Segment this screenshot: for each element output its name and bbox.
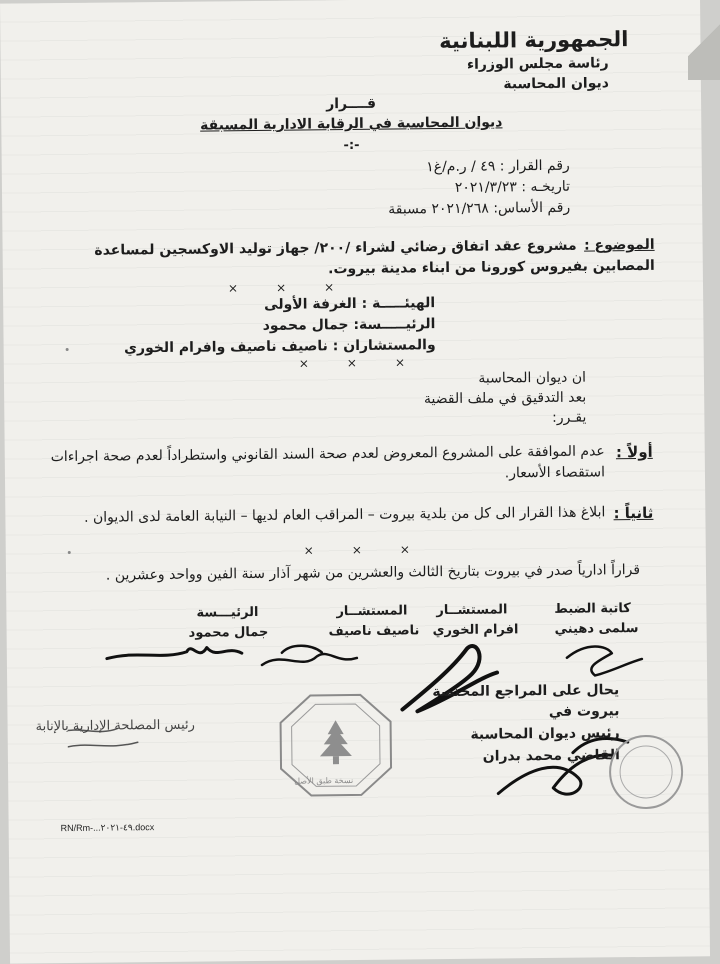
decision-subtitle: ديوان المحاسبة في الرقابة الادارية المسبقة xyxy=(200,114,503,134)
panel-advisors: والمستشاران : ناصيف ناصيف وافرام الخوري xyxy=(124,337,436,357)
cross-mark: × xyxy=(227,281,239,296)
clause-second-text: ابلاغ هذا القرار الى كل من بلدية بيروت – المراقب العام لديها – النيابة العامة لدى الديوان . xyxy=(83,504,606,526)
panel-president: الرئيـــــسة: جمال محمود xyxy=(262,316,436,334)
case-basis: رقم الأساس: ٢٠٢١/٢٦٨ مسبقة xyxy=(388,199,571,218)
presidency-line: رئاسة مجلس الوزراء xyxy=(466,55,609,73)
round-stamp-icon xyxy=(606,732,687,813)
panel-chamber: الهيئـــــة : الغرفة الأولى xyxy=(264,295,436,313)
cross-mark: × xyxy=(351,542,362,558)
decision-date: تاريخـه : ٢٠٢١/٣/٢٣ xyxy=(454,178,571,196)
margin-dot xyxy=(68,551,71,554)
cross-mark: × xyxy=(303,543,314,558)
sig-president-title: الرئيـــسة xyxy=(196,604,259,621)
panel-marks-top xyxy=(228,280,334,295)
sig-clerk-name: سلمى دهيني xyxy=(554,621,639,637)
closing-statement: قراراً ادارياً صدر في بيروت بتاريخ الثالث والعشرين من شهر آذار سنة الفين وواحد وعشرين . xyxy=(105,561,641,584)
clause-first-line-2: استقصاء الأسعار. xyxy=(504,464,606,482)
official-stamp xyxy=(275,690,396,805)
cross-mark: × xyxy=(399,542,411,557)
referral-line-1: يحال على المراجع المختصة xyxy=(432,682,620,701)
preamble-line-3: يقـرر: xyxy=(552,409,587,426)
file-reference: RN/Rm-...٤٩-٢٠٢١.docx xyxy=(60,822,155,834)
subject-label: الموضوع : xyxy=(583,236,655,254)
sig-president-name: جمال محمود xyxy=(188,624,269,641)
preamble-line-1: ان ديوان المحاسبة xyxy=(478,369,587,387)
subject-line-1: مشروع عقد اتفاق رضائي لشراء /٢٠٠/ جهاز توليد الاوكسجين لمساعدة xyxy=(94,237,577,259)
cross-mark: × xyxy=(275,280,287,295)
sig-advisor1-title: المستشــار xyxy=(336,603,408,620)
court-line: ديوان المحاسبة xyxy=(503,75,609,93)
sig-advisor2-name: افرام الخوري xyxy=(432,622,519,639)
clause-first-label: أولاً : xyxy=(615,442,653,462)
stamp-caption: نسخة طبق الأصل xyxy=(294,776,354,786)
sig-advisor1-name: ناصيف ناصيف xyxy=(328,623,420,640)
page-corner xyxy=(688,0,720,80)
clause-first-line-1: عدم الموافقة على المشروع المعروض لعدم صحة السند القانوني واستطراداً لعدم صحة اجراءات xyxy=(50,443,605,466)
president-signature xyxy=(107,647,242,658)
clause-second-label: ثانياً : xyxy=(613,503,654,523)
advisor2-signature xyxy=(402,646,498,712)
cross-mark: × xyxy=(324,280,335,295)
admin-deputy-title: رئيس المصلحة الإدارية بالإنابة xyxy=(35,717,195,735)
cross-mark: × xyxy=(298,356,309,371)
preamble-line-2: بعد التدقيق في ملف القضية xyxy=(423,389,587,408)
subject-line-2: المصابين بفيروس كورونا من ابناء مدينة بيروت. xyxy=(328,257,655,278)
margin-dot xyxy=(66,348,69,351)
referral-line-3: رئيس ديوان المحاسبة xyxy=(470,725,620,743)
decision-number: رقم القرار : ٤٩ / ر.م/غ١ xyxy=(426,157,570,176)
cross-mark: × xyxy=(346,355,357,371)
clerk-signature xyxy=(567,646,642,676)
closing-marks xyxy=(304,542,410,557)
referral-line-4: القاضي محمد بدران xyxy=(482,747,621,765)
panel-marks-bottom xyxy=(299,355,405,370)
republic-heading: الجمهورية اللبنانية xyxy=(439,27,629,54)
cross-mark: × xyxy=(394,355,406,370)
decision-title: قــــرار xyxy=(326,95,377,113)
sig-advisor2-title: المستشــار xyxy=(436,602,508,619)
referral-line-2: بيروت في xyxy=(548,703,620,720)
title-separator: -:- xyxy=(343,137,360,154)
advisor1-signature xyxy=(262,645,357,665)
sig-clerk-title: كاتبة الضبط xyxy=(554,601,631,617)
